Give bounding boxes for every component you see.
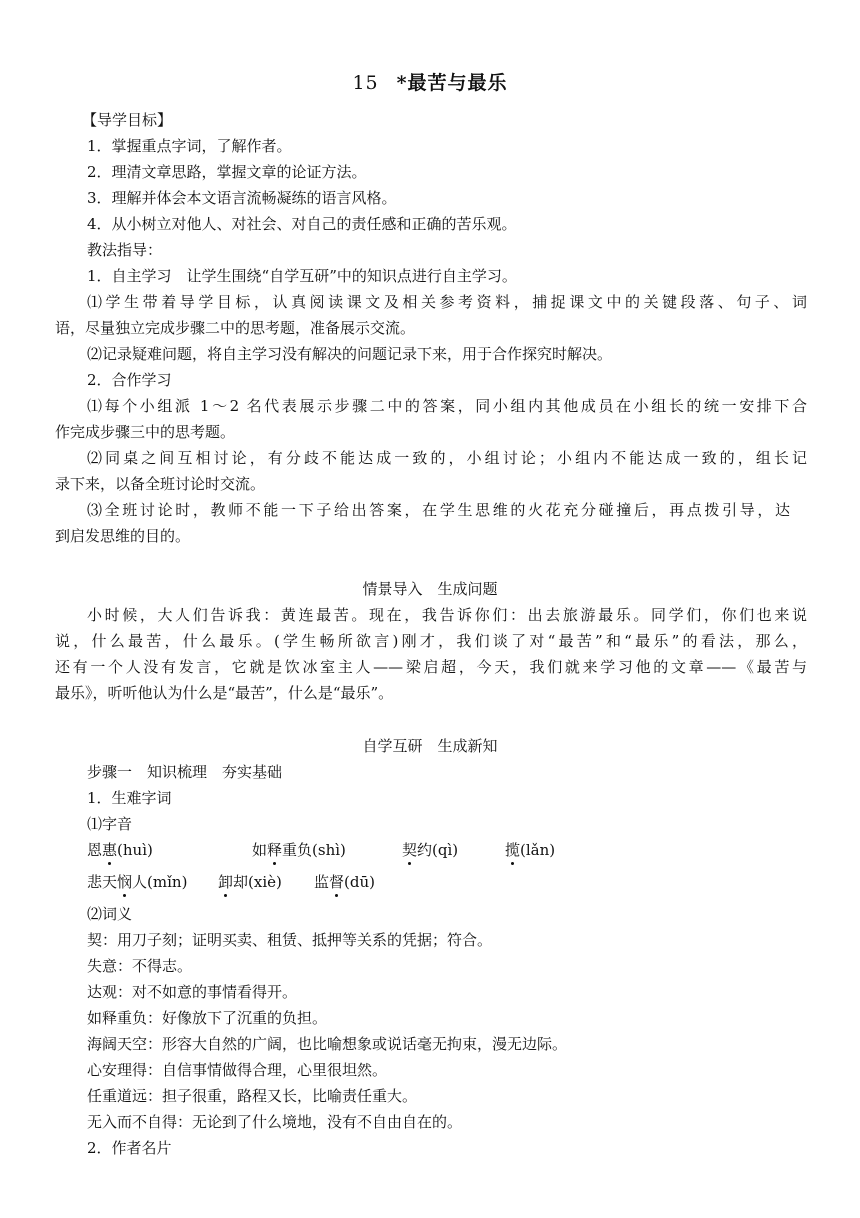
method-2a-line2: 作完成步骤三中的思考题。	[55, 423, 236, 441]
intro-line-4: 最乐》，听听他认为什么是“最苦”，什么是“最乐”。	[55, 684, 394, 702]
method-2: 2．合作学习	[87, 371, 172, 389]
pronunciation-word-2: 如释重负(shì)	[252, 841, 346, 859]
method-2c-line1: ⑶全班讨论时，教师不能一下子给出答案，在学生思维的火花充分碰撞后，再点拨引导，达	[87, 501, 790, 519]
emphasis-dot-char: 督	[329, 873, 345, 891]
pinyin: (huì)	[117, 841, 153, 859]
intro-line-3: 还有一个人没有发言，它就是饮冰室主人——梁启超，今天，我们就来学习他的文章——《最苦与	[55, 658, 807, 676]
emphasis-dot-char: 卸	[218, 873, 234, 891]
method-1b: ⑵记录疑难问题，将自主学习没有解决的问题记录下来，用于合作探究时解决。	[87, 345, 613, 363]
meaning-4: 如释重负：好像放下了沉重的负担。	[87, 1009, 328, 1027]
section-heading-self-study: 自学互研 生成新知	[362, 737, 498, 755]
emphasis-dot-char: 惠	[102, 841, 118, 859]
intro-line-2: 说，什么最苦，什么最乐。(学生畅所欲言)刚才，我们谈了对“最苦”和“最乐”的看法，那么，	[55, 632, 807, 650]
goal-4: 4．从小树立对他人、对社会、对自己的责任感和正确的苦乐观。	[87, 215, 517, 233]
pronunciation-word-3: 契约(qì)	[402, 841, 459, 859]
guide-heading: 【导学目标】	[82, 111, 173, 129]
emphasis-dot-char: 契	[402, 841, 418, 859]
pronunciation-word-7: 监督(dū)	[314, 873, 375, 891]
pinyin: (mǐn)	[147, 873, 188, 891]
meaning-8: 无入而不自得：无论到了什么境地，没有不自由自在的。	[87, 1113, 463, 1131]
meaning-heading: ⑵词义	[87, 905, 133, 923]
pronunciation-word-5: 悲天悯人(mǐn)	[87, 873, 188, 891]
method-2b-line1: ⑵同桌之间互相讨论，有分歧不能达成一致的，小组讨论；小组内不能达成一致的，组长记	[87, 449, 807, 467]
step-1-heading: 步骤一 知识梳理 夯实基础	[87, 763, 283, 781]
emphasis-dot-char: 悯	[117, 873, 133, 891]
emphasis-dot-char: 揽	[505, 841, 521, 859]
meaning-7: 任重道远：担子很重，路程又长，比喻责任重大。	[87, 1087, 418, 1105]
method-1a-line1: ⑴学生带着导学目标，认真阅读课文及相关参考资料，捕捉课文中的关键段落、句子、词	[87, 293, 807, 311]
lesson-number: 15	[352, 72, 379, 94]
method-1: 1．自主学习 让学生围绕“自学互研”中的知识点进行自主学习。	[87, 267, 517, 285]
goal-1: 1．掌握重点字词，了解作者。	[87, 137, 292, 155]
item-1-heading: 1．生难字词	[87, 789, 172, 807]
meaning-1: 契：用刀子刻；证明买卖、租赁、抵押等关系的凭据；符合。	[87, 931, 493, 949]
pinyin: (shì)	[312, 841, 346, 859]
goal-2: 2．理清文章思路，掌握文章的论证方法。	[87, 163, 367, 181]
lesson-title	[0, 68, 860, 95]
meaning-5: 海阔天空：形容大自然的广阔，也比喻想象或说话毫无拘束，漫无边际。	[87, 1035, 568, 1053]
intro-line-1: 小时候，大人们告诉我：黄连最苦。现在，我告诉你们：出去旅游最乐。同学们，你们也来说	[87, 606, 807, 624]
goal-3: 3．理解并体会本文语言流畅凝练的语言风格。	[87, 189, 397, 207]
meaning-6: 心安理得：自信事情做得合理，心里很坦然。	[87, 1061, 388, 1079]
pinyin: (qì)	[432, 841, 459, 859]
pinyin: (lǎn)	[520, 841, 556, 859]
pronunciation-word-4	[505, 839, 555, 860]
pronunciation-heading: ⑴字音	[87, 815, 133, 833]
lesson-title-text: *最苦与最乐	[396, 72, 508, 94]
item-2-heading: 2．作者名片	[87, 1139, 172, 1157]
method-2c-line2: 到启发思维的目的。	[55, 527, 191, 545]
pronunciation-word-6: 卸却(xiè)	[218, 873, 282, 891]
method-2b-line2: 录下来，以备全班讨论时交流。	[55, 475, 266, 493]
pronunciation-word-1: 恩惠(huì)	[87, 841, 153, 859]
meaning-3: 达观：对不如意的事情看得开。	[87, 983, 298, 1001]
pinyin: (dū)	[344, 873, 375, 891]
section-heading-intro: 情景导入 生成问题	[362, 580, 498, 598]
method-heading: 教法指导：	[87, 241, 163, 259]
method-1a-line2: 语，尽量独立完成步骤二中的思考题，准备展示交流。	[55, 319, 416, 337]
emphasis-dot-char: 释	[267, 841, 283, 859]
method-2a-line1: ⑴每个小组派 1～2 名代表展示步骤二中的答案，同小组内其他成员在小组长的统一安排下合	[87, 397, 807, 415]
meaning-2: 失意：不得志。	[87, 957, 193, 975]
pinyin: (xiè)	[248, 873, 282, 891]
